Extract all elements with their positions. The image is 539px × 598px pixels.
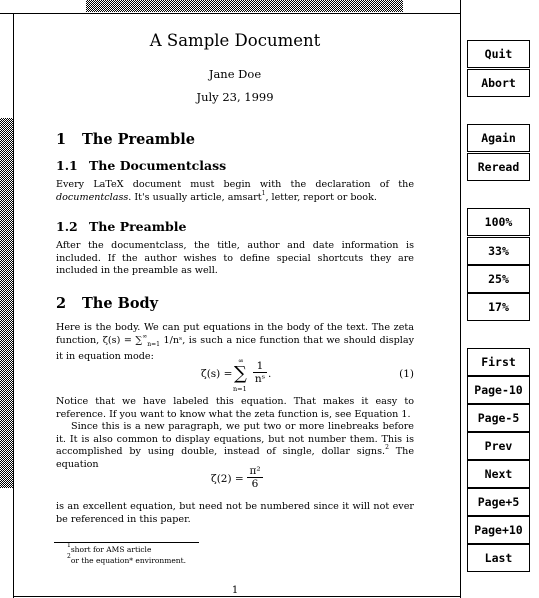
- footnote-rule: [54, 542, 199, 543]
- sum-upper-limit: ∞: [238, 357, 244, 365]
- sum-lower-limit: n=1: [147, 340, 160, 348]
- equation-lhs: ζ(s) =: [201, 368, 233, 380]
- paragraph-body-4: is an excellent equation, but need not be numbered since it will not ever be referenced in this paper.: [56, 501, 414, 525]
- reread-button[interactable]: Reread: [467, 153, 530, 181]
- document-date: July 23, 1999: [196, 90, 274, 104]
- section-title: The Preamble: [82, 131, 195, 148]
- section-title: The Body: [82, 295, 159, 312]
- text-run: , letter, report or book.: [265, 191, 377, 203]
- quit-button[interactable]: Quit: [467, 40, 530, 68]
- section-heading-1: [56, 131, 195, 148]
- paragraph-body-3: [56, 421, 414, 471]
- summation-symbol: ∑: [234, 363, 247, 384]
- page-minus-10-button[interactable]: Page-10: [467, 376, 530, 404]
- last-page-button[interactable]: Last: [467, 544, 530, 572]
- equation-1: [56, 357, 414, 394]
- section-number: 1: [56, 131, 67, 148]
- first-page-button[interactable]: First: [467, 348, 530, 376]
- paragraph-documentclass: [56, 179, 414, 204]
- text-run: 1/nˢ, is such a nice function that we should display it in equation mode:: [56, 334, 414, 362]
- page-number: 1: [231, 585, 239, 596]
- footnote-marker: 1: [261, 189, 266, 197]
- footnote-marker: 2: [67, 553, 71, 560]
- text-run: Since this is a new paragraph, we put two or more linebreaks before it. It is also common to display equations, but not number them. This is accomplished by using double, instead of single, dollar signs.: [56, 421, 414, 457]
- section-number: 2: [56, 295, 67, 312]
- vertical-scroll-thumb[interactable]: [0, 118, 13, 488]
- equation-2: [56, 465, 414, 495]
- text-run: Here is the body. We can put equations in the body of the text. The zeta function, ζ(s) = ∑: [56, 322, 414, 346]
- page-minus-5-button[interactable]: Page-5: [467, 404, 530, 432]
- document-author: Jane Doe: [208, 67, 262, 81]
- fraction-denominator: 6: [251, 478, 259, 490]
- document-title: A Sample Document: [149, 31, 321, 50]
- zoom-33-button[interactable]: 33%: [467, 237, 530, 265]
- footnote-text: short for AMS article: [70, 545, 152, 554]
- footnote-text: or the equation* environment.: [70, 556, 187, 565]
- subsection-number: 1.1: [56, 158, 78, 173]
- page-plus-5-button[interactable]: Page+5: [467, 488, 530, 516]
- document-page: [15, 15, 460, 596]
- abort-button[interactable]: Abort: [467, 69, 530, 97]
- subsection-number: 1.2: [56, 219, 78, 234]
- paragraph-body-2: Notice that we have labeled this equation. That makes it easy to reference. If you want to know what the zeta function is, see Equation 1.: [56, 396, 414, 420]
- subsection-title: The Documentclass: [89, 158, 227, 173]
- horizontal-scroll-thumb[interactable]: [86, 0, 403, 12]
- zoom-25-button[interactable]: 25%: [467, 265, 530, 293]
- footnote-2: [67, 553, 187, 567]
- fraction-denominator: nˢ: [254, 373, 266, 385]
- vertical-scrollbar[interactable]: [0, 14, 14, 598]
- text-run: . It's usually article, amsart: [128, 191, 262, 203]
- equation-lhs: ζ(2) =: [211, 473, 244, 485]
- next-page-button[interactable]: Next: [467, 460, 530, 488]
- viewer-divider: [460, 0, 461, 598]
- sum-lower-limit: n=1: [233, 385, 247, 393]
- subsection-heading-1-1: [56, 158, 226, 173]
- footnote-marker: 2: [385, 444, 389, 451]
- paragraph-preamble: After the documentclass, the title, author and date information is included. If the author wishes to define special shortcuts they are included in the preamble as well.: [56, 240, 414, 276]
- text-run: The equation: [56, 446, 414, 470]
- equation-tag: (1): [399, 368, 414, 380]
- again-button[interactable]: Again: [467, 124, 530, 152]
- fraction-numerator: π²: [247, 465, 263, 478]
- subsection-heading-1-2: [56, 219, 186, 234]
- text-emphasis: documentclass: [56, 191, 129, 203]
- subsection-title: The Preamble: [89, 219, 187, 234]
- period: .: [268, 368, 272, 380]
- text-run: Every LaTeX document must begin with the declaration of the: [56, 179, 414, 190]
- sum-upper-limit: ∞: [142, 332, 148, 340]
- page-bottom-border: [14, 596, 461, 597]
- horizontal-scrollbar[interactable]: [0, 0, 461, 14]
- footnote-1: [67, 542, 152, 556]
- paragraph-body-1: [56, 322, 414, 363]
- zoom-100-button[interactable]: 100%: [467, 208, 530, 236]
- zoom-17-button[interactable]: 17%: [467, 293, 530, 321]
- prev-page-button[interactable]: Prev: [467, 432, 530, 460]
- section-heading-2: [56, 295, 158, 312]
- footnote-marker: 1: [67, 542, 71, 549]
- page-plus-10-button[interactable]: Page+10: [467, 516, 530, 544]
- fraction-numerator: 1: [253, 361, 267, 373]
